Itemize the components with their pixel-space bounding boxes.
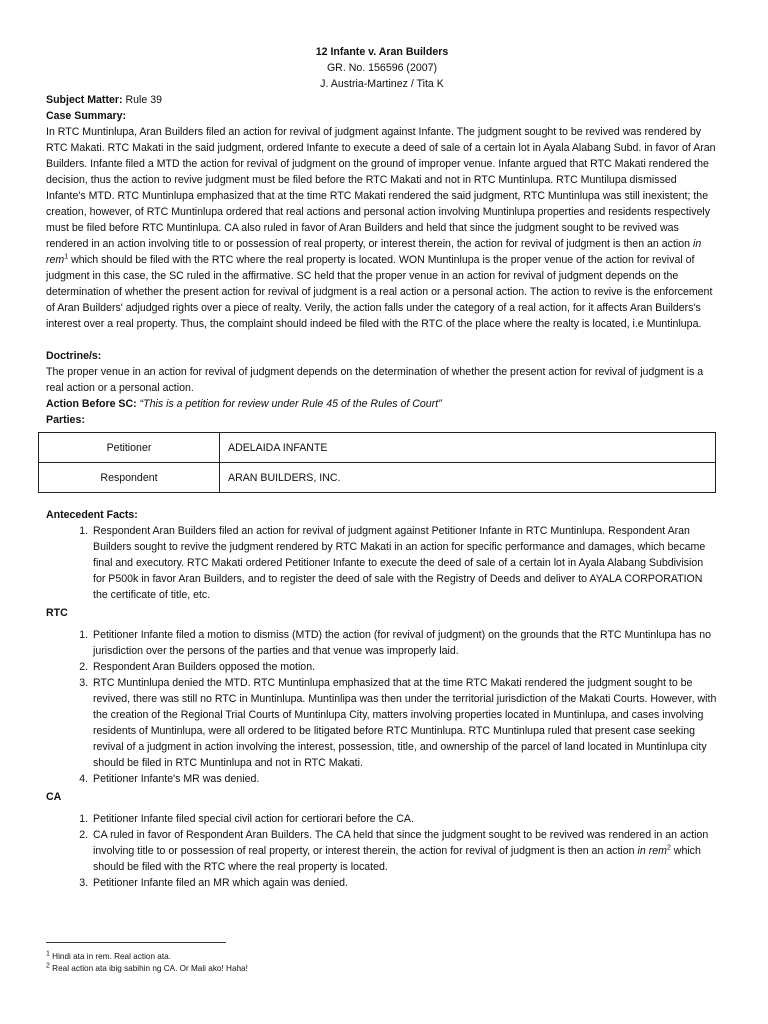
action-before-sc-label: Action Before SC: [46, 398, 137, 410]
rtc-list [46, 627, 718, 787]
list-item: 4. Petitioner Infante's MR was denied. [91, 771, 718, 787]
doctrine-text: The proper venue in an action for revival of judgment depends on the determination of whether the present action for revival of judgment is a real action or a personal action. [46, 366, 704, 394]
action-before-sc [46, 396, 718, 412]
list-item: 3. Petitioner Infante filed an MR which again was denied. [91, 875, 718, 891]
footnote-text: Real action ata ibig sabihin ng CA. Or Mali ako! Haha! [49, 964, 248, 973]
ca-item2-italic: in rem [637, 845, 667, 857]
ponente-line: J. Austria-Martinez / Tita K [320, 78, 444, 90]
footnote-number: 1 [46, 950, 50, 958]
footnote-divider [46, 942, 226, 943]
ca-list [46, 811, 718, 891]
party-role: Respondent [39, 463, 220, 493]
table-row [39, 463, 716, 493]
case-summary-label: Case Summary: [46, 110, 127, 122]
ca-item2-part-a: CA ruled in favor of Respondent Aran Builders. The CA held that since the judgment sought to be revived was rendered in an action involving title to or possession of real property, or interest therein, the action for revival of judgment is then an action [93, 829, 709, 857]
footnote [46, 963, 718, 975]
parties-table [38, 432, 716, 493]
gr-number: GR. No. 156596 (2007) [326, 62, 438, 74]
ca-label: CA [46, 791, 62, 803]
list-item: 3. RTC Muntinlupa denied the MTD. RTC Muntinlupa emphasized that at the time RTC Makati rendered the judgment sought to be revived, there was still no RTC in Muntinlupa. Muntinlipa was then under the territorial jurisdiction of the Makati Courts. However, with the creation of the Regional Trial Courts of Muntinlupa City, matters involving properties located in Muntinlupa, and cases involving residents of Muntinlupa, were all ordered to be litigated before RTC Muntinlupa. RTC Muntinlupa ruled that present case seeking revival of a judgment in action involving the interest, possession, title, and ownership of the parcel of land located in Muntinlupa city should be filed in RTC Muntinlupa and not in RTC Makati. [91, 675, 718, 771]
table-row [39, 433, 716, 463]
antecedent-list [46, 523, 718, 603]
subject-matter [46, 92, 718, 108]
document-page [46, 44, 718, 891]
footnotes [46, 942, 718, 975]
parties-label: Parties: [46, 414, 85, 426]
list-item: 1. Respondent Aran Builders filed an action for revival of judgment against Petitioner Infante in RTC Muntinlupa. Respondent Aran Builders sought to revive the judgment rendered by RTC Makati in an action for specific performance and damages, which became final and executory. RTC Makati ordered Petitioner Infante to execute the deed of sale of a certain lot in Ayala Alabang Subdivision for P500k in favor Aran Builders, and to register the deed of sale with the Registry of Deeds and deliver to AYALA CORPORATION the certificate of title, etc. [91, 523, 718, 603]
antecedent-facts-label: Antecedent Facts: [46, 509, 138, 521]
ca-item2-part-b: which should be filed with the RTC where the real property is located. [93, 845, 701, 873]
party-name: ARAN BUILDERS, INC. [220, 463, 716, 493]
list-item: 1. Petitioner Infante filed special civil action for certiorari before the CA. [91, 811, 718, 827]
list-item [91, 827, 718, 875]
rtc-label: RTC [46, 607, 68, 619]
case-summary-part-a: In RTC Muntinlupa, Aran Builders filed an action for revival of judgment against Infante. The judgment sought to be revived was rendered by RTC Makati. RTC Makati in the said judgment, ordered Infante to execute a deed of sale of a certain lot in Ayala Alabang Subd. in favor of Aran Builders. Infante filed a MTD the action for revival of judgment on the ground of improper venue. Infante argued that RTC Makati rendered the decision, thus the action to revive judgment must be filed before the RTC Makati and not in RTC Muntinlupa. RTC Muntilupa dismissed Infante's MTD. RTC Muntinlupa emphasized that at the time RTC Makati rendered the said judgment, RTC Muntinlupa was still inexistent; the creation, however, of RTC Muntinlupa ordered that real actions and personal action involving Muntinlupa properties and residents respectively must be filed before RTC Muntinlupa. CA also ruled in favor of Aran Builders and held that since the judgment sought to be revived was rendered in an action involving title to or possession of real property, or interest therein, the action for revival of judgment is then an action [46, 126, 716, 250]
footnote-text: Hindi ata in rem. Real action ata. [49, 952, 171, 961]
case-title: 12 Infante v. Aran Builders [315, 46, 449, 58]
case-summary-text [46, 124, 718, 332]
subject-value: Rule 39 [122, 94, 162, 106]
footnote [46, 951, 718, 963]
case-summary-part-b: which should be filed with the RTC where the real property is located. WON Muntinlupa is the proper venue of the action for revival of judgment in this case, the SC ruled in the affirmative. SC held that the proper venue in an action for revival of judgment depends on the determination of whether the present action for revival of judgment is a real action or a personal action. The action to revive is the enforcement of Aran Builders' adjudged rights over a piece of realty. Verily, the action falls under the category of a real action, for it affects Aran Builders's interest over a real property. Thus, the complaint should indeed be filed with the RTC of the place where the realty is located, i.e Muntinlupa. [46, 254, 713, 330]
list-item: 1. Petitioner Infante filed a motion to dismiss (MTD) the action (for revival of judgment) on the grounds that the RTC Muntinlupa has no jurisdiction over the persons of the parties and that venue was improperly laid. [91, 627, 718, 659]
party-name: ADELAIDA INFANTE [220, 433, 716, 463]
case-summary-italic: in rem [46, 238, 702, 266]
action-before-sc-text: “This is a petition for review under Rule 45 of the Rules of Court” [136, 398, 442, 410]
party-role: Petitioner [39, 433, 220, 463]
footnote-number: 2 [46, 962, 50, 970]
footnote-ref-1: 1 [64, 253, 69, 261]
subject-label: Subject Matter: [46, 94, 123, 106]
list-item: 2. Respondent Aran Builders opposed the motion. [91, 659, 718, 675]
footnote-ref-2: 2 [666, 844, 671, 852]
doctrine-label: Doctrine/s: [46, 350, 102, 362]
